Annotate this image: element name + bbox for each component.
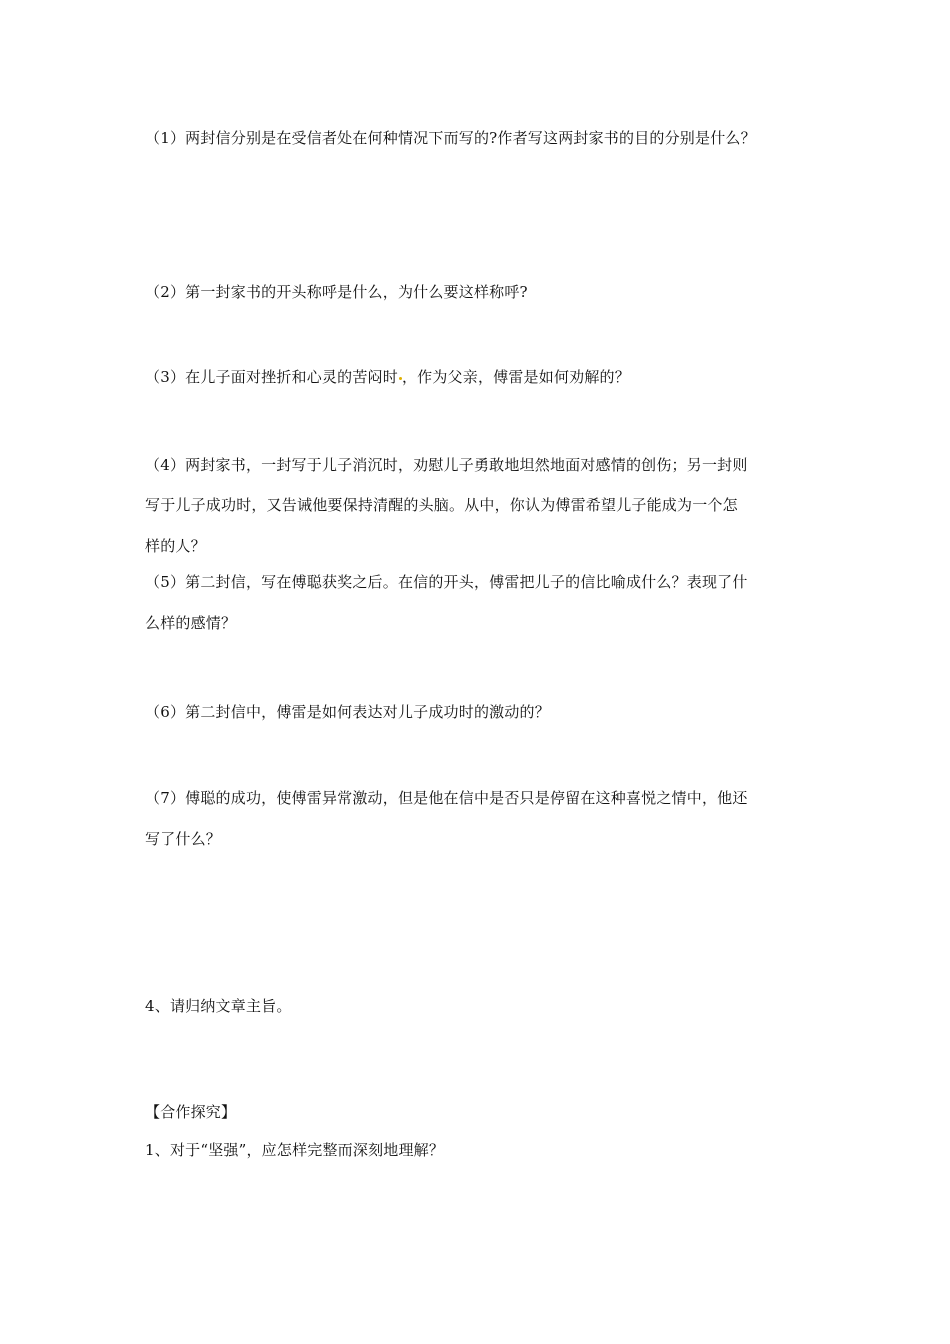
question-4-line-1: （4）两封家书，一封写于儿子消沉时，劝慰儿子勇敢地坦然地面对感情的创伤；另一封则 (145, 456, 748, 474)
question-4-line-2: 写于儿子成功时，又告诫他要保持清醒的头脑。从中，你认为傅雷希望儿子能成为一个怎 (145, 496, 738, 514)
cooperative-heading: 【合作探究】 (145, 1103, 237, 1121)
question-7-line-2: 写了什么？ (145, 830, 222, 848)
question-5-line-1: （5）第二封信，写在傅聪获奖之后。在信的开头，傅雷把儿子的信比喻成什么？表现了什 (145, 573, 748, 591)
question-3 (145, 367, 630, 387)
question-7-line-1: （7）傅聪的成功，使傅雷异常激动，但是他在信中是否只是停留在这种喜悦之情中，他还 (145, 789, 748, 807)
question-3-part-a: （3）在儿子面对挫折和心灵的苦闷时 (145, 368, 398, 386)
cooperative-item-1: 1、对于“坚强”，应怎样完整而深刻地理解？ (145, 1141, 445, 1159)
question-5-line-2: 么样的感情？ (145, 614, 237, 632)
question-3-part-b: ，作为父亲，傅雷是如何劝解的？ (401, 368, 630, 386)
question-6: （6）第二封信中，傅雷是如何表达对儿子成功时的激动的？ (145, 703, 550, 721)
section-4-summary: 4、请归纳文章主旨。 (145, 997, 292, 1015)
question-1: （1）两封信分别是在受信者处在何种情况下而写的?作者写这两封家书的目的分别是什么？ (145, 129, 756, 147)
question-4-line-3: 样的人？ (145, 537, 206, 555)
question-2: （2）第一封家书的开头称呼是什么，为什么要这样称呼? (145, 283, 528, 301)
